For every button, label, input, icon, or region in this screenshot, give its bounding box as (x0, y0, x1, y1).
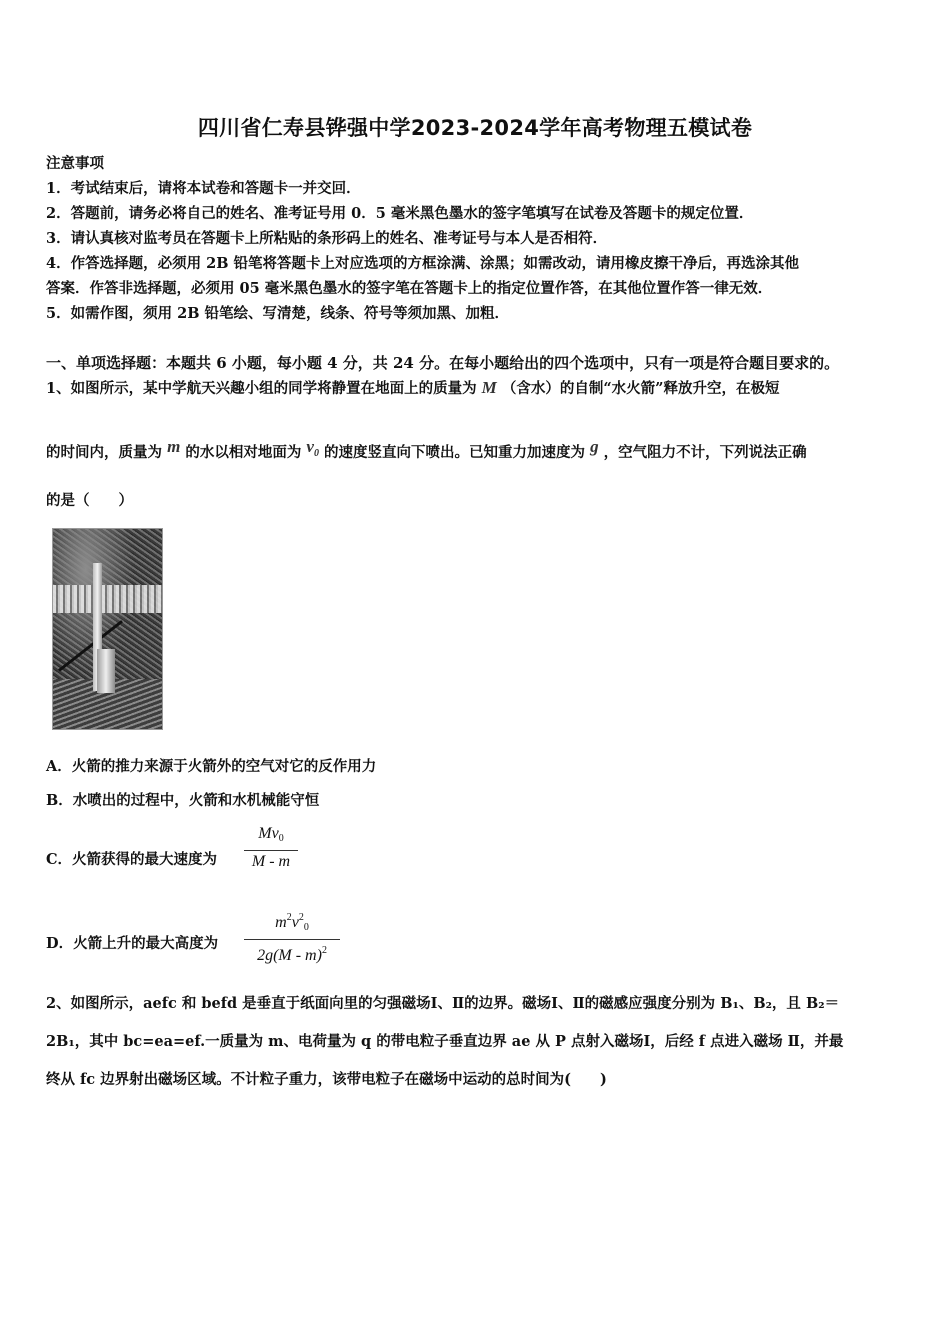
math-var-m: m (167, 437, 181, 456)
notice-item: 答案．作答非选择题，必须用 05 毫米黑色墨水的签字笔在答题卡上的指定位置作答，在其他位置作答一律无效． (46, 280, 773, 297)
notice-item: 3．请认真核对监考员在答题卡上所粘贴的条形码上的姓名、准考证号与本人是否相符． (46, 230, 608, 247)
question-2-line-2: 2B₁，其中 bc=ea=ef.一质量为 m、电荷量为 q 的带电粒子垂直边界 ae 从 P 点射入磁场Ⅰ，后经 f 点进入磁场 Ⅱ，并最 (46, 1033, 844, 1050)
question-2-line-3: 终从 fc 边界射出磁场区域。不计粒子重力，该带电粒子在磁场中运动的总时间为( ) (46, 1071, 607, 1088)
fraction-max-height: $m^2v^20$ 2g(M - m)$^2$ (244, 907, 340, 967)
question-2-line-1: 2、如图所示，aefc 和 befd 是垂直于纸面向里的匀强磁场Ⅰ、Ⅱ的边界。磁场Ⅰ、Ⅱ的磁感应强度分别为 B₁、B₂，且 B₂＝ (46, 995, 840, 1012)
question-1-line-1: 1、如图所示，某中学航天兴趣小组的同学将静置在地面上的质量为 M （含水）的自制“水火箭”释放升空，在极短 (46, 378, 780, 397)
photo-crowd (53, 585, 162, 613)
notice-item: 4．作答选择题，必须用 2B 铅笔将答题卡上对应选项的方框涂满、涂黑；如需改动，请用橡皮擦干净后，再选涂其他 (46, 255, 800, 272)
math-var-g: g (590, 437, 599, 456)
option-b: B．水喷出的过程中，火箭和水机械能守恒 (46, 792, 320, 809)
option-a: A．火箭的推力来源于火箭外的空气对它的反作用力 (46, 758, 377, 775)
math-var-v0: $v_0$ (306, 437, 319, 459)
water-rocket-photo (52, 528, 163, 730)
notice-item: 5．如需作图，须用 2B 铅笔绘、写清楚，线条、符号等须加黑、加粗． (46, 305, 510, 322)
question-1-line-2: 的时间内，质量为 m 的水以相对地面为 $v_0$ 的速度竖直向下喷出。已知重力加速度为 g ，空气阻力不计，下列说法正确 (46, 437, 807, 461)
page-title: 四川省仁寿县铧强中学2023-2024学年高考物理五模试卷 (197, 116, 753, 140)
math-var-M: M (481, 378, 497, 397)
photo-rocket-body (97, 649, 115, 693)
question-1-line-3: 的是（ ） (46, 492, 133, 509)
section-heading: 一、单项选择题：本题共 6 小题，每小题 4 分，共 24 分。在每小题给出的四个选项中，只有一项是符合题目要求的。 (46, 354, 840, 372)
notice-heading: 注意事项 (46, 155, 104, 172)
option-c: C．火箭获得的最大速度为 (46, 851, 218, 868)
option-d: D．火箭上升的最大高度为 (46, 935, 219, 952)
notice-item: 2．答题前，请务必将自己的姓名、准考证号用 0．5 毫米黑色墨水的签字笔填写在试卷及答题卡的规定位置． (46, 205, 754, 222)
fraction-max-velocity: Mv0 M - m (244, 823, 298, 873)
notice-item: 1．考试结束后，请将本试卷和答题卡一并交回． (46, 180, 361, 197)
